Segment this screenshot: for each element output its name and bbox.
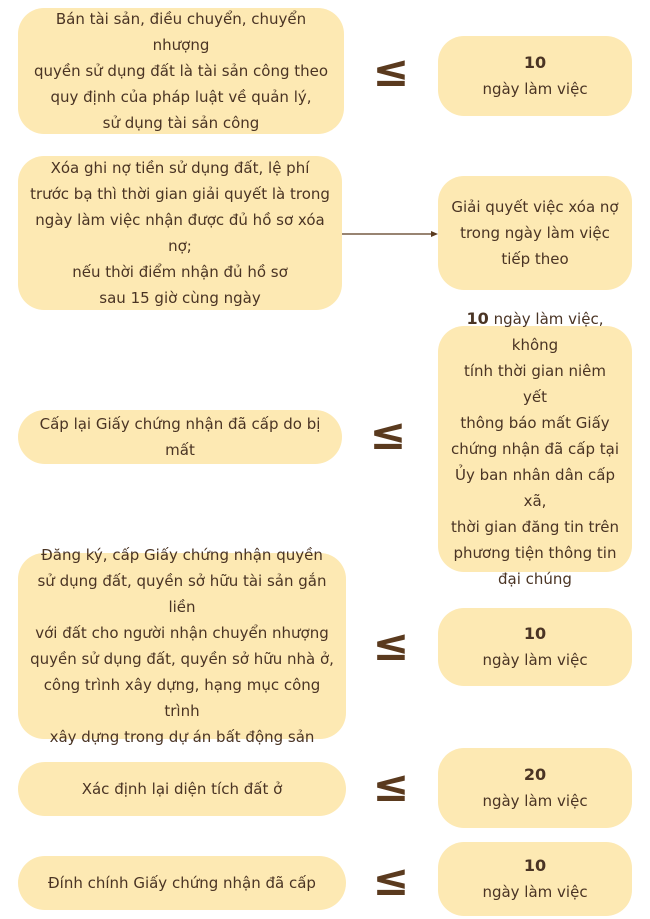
procedure-line: công trình xây dựng, hạng mục công trình [43, 676, 321, 720]
duration-unit: ngày làm việc [482, 651, 588, 669]
procedure-line: quy định của pháp luật về quản lý, [50, 88, 312, 106]
procedure-line: Xác định lại diện tích đất ở [81, 780, 283, 798]
duration-box-6 [438, 842, 632, 916]
procedure-line: nếu thời điểm nhận đủ hồ sơ [72, 263, 288, 281]
duration-unit: ngày làm việc [482, 792, 588, 810]
duration-box-4 [438, 608, 632, 686]
less-or-equal-symbol: ≤ [372, 761, 410, 812]
duration-number: 10 [466, 309, 489, 328]
duration-number: 10 [523, 624, 547, 643]
duration-line: Ủy ban nhân dân cấp xã, [454, 466, 616, 510]
less-or-equal-symbol: ≤ [369, 409, 407, 460]
procedure-line: ngày làm việc nhận được đủ hồ sơ xóa nợ; [35, 211, 325, 255]
duration-number: 10 [523, 856, 547, 875]
procedure-box-5 [18, 762, 346, 816]
duration-line: thông báo mất Giấy [460, 414, 610, 432]
less-or-equal-symbol: ≤ [372, 46, 410, 97]
procedure-box-4 [18, 546, 346, 746]
procedure-line: sau 15 giờ cùng ngày [99, 289, 261, 307]
less-or-equal-symbol: ≤ [372, 620, 410, 671]
duration-unit: ngày làm việc [482, 80, 588, 98]
procedure-line: Đính chính Giấy chứng nhận đã cấp [48, 874, 316, 892]
duration-number: 10 [523, 53, 547, 72]
procedure-line: Bán tài sản, điều chuyển, chuyển nhượng [55, 10, 307, 54]
duration-line: trong ngày làm việc [460, 224, 610, 242]
duration-line: đại chúng [498, 570, 572, 588]
procedure-box-3 [18, 410, 342, 464]
duration-unit: ngày làm việc [482, 883, 588, 901]
procedure-line: Xóa ghi nợ tiền sử dụng đất, lệ phí [50, 159, 310, 177]
duration-line: phương tiện thông tin [453, 544, 617, 562]
duration-box-5 [438, 748, 632, 828]
duration-first-line-rest: ngày làm việc, không [488, 310, 604, 354]
duration-line: tiếp theo [501, 250, 569, 268]
procedure-line: Đăng ký, cấp Giấy chứng nhận quyền [41, 546, 323, 564]
less-or-equal-symbol: ≤ [372, 855, 410, 906]
duration-number: 20 [523, 765, 547, 784]
procedure-line: với đất cho người nhận chuyển nhượng [35, 624, 329, 642]
procedure-line: quyền sử dụng đất, quyền sở hữu nhà ở, [30, 650, 334, 668]
duration-line: tính thời gian niêm yết [463, 362, 606, 406]
duration-first-line [450, 306, 620, 358]
duration-line: thời gian đăng tin trên [451, 518, 619, 536]
duration-line: Giải quyết việc xóa nợ [451, 198, 619, 216]
duration-line: chứng nhận đã cấp tại [451, 440, 619, 458]
duration-box-2 [438, 176, 632, 290]
procedure-line: sử dụng đất, quyền sở hữu tài sản gắn liền [37, 572, 327, 616]
procedure-line: xây dựng trong dự án bất động sản [49, 728, 315, 746]
procedure-line: sử dụng tài sản công [102, 114, 260, 132]
procedure-line: trước bạ thì thời gian giải quyết là trong [30, 185, 330, 203]
procedure-line: Cấp lại Giấy chứng nhận đã cấp do bị mất [39, 415, 321, 459]
procedure-line: quyền sử dụng đất là tài sản công theo [33, 62, 329, 80]
procedure-box-6 [18, 856, 346, 910]
duration-box-3 [438, 309, 632, 588]
